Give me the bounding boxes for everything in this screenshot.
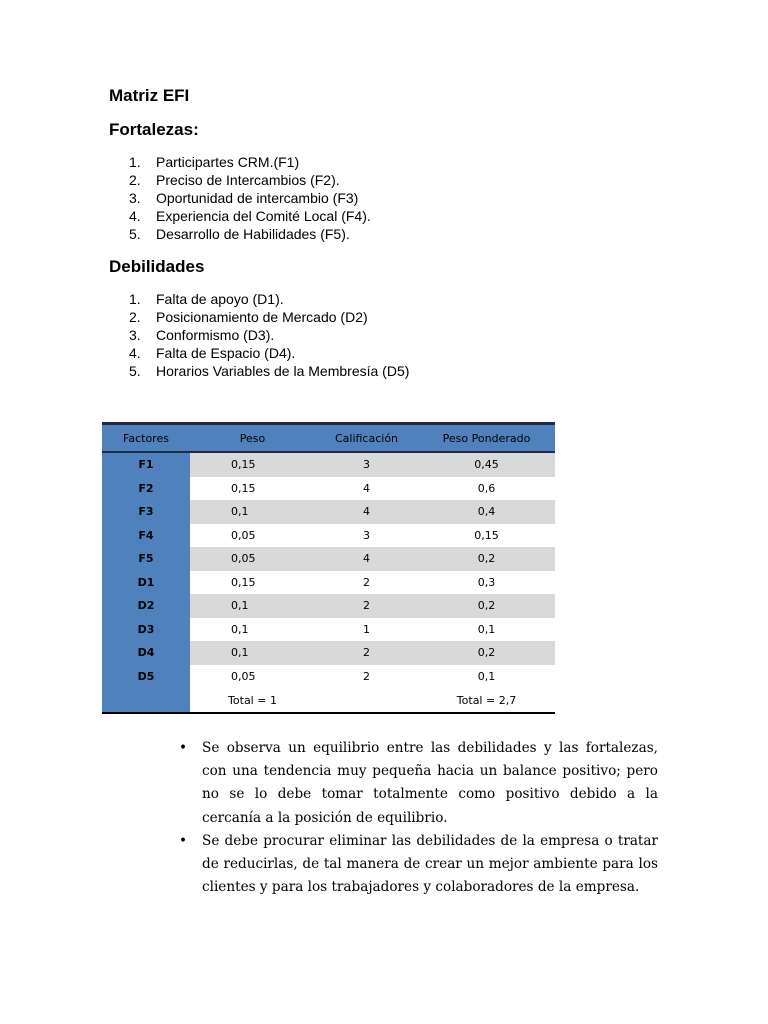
table-row: [102, 618, 555, 642]
bullet-item: • Se debe procurar eliminar las debilidades de la empresa o tratar de reducirlas, de tal manera de crear un mejor ambiente para los clientes y para los trabajadores y colaboradores de la empresa.: [176, 830, 658, 900]
header-peso: Peso: [190, 424, 315, 453]
table-row: [102, 571, 555, 595]
list-item: 3. Conformismo (D3).: [129, 327, 275, 343]
cell-factor: F1: [102, 452, 190, 477]
bullet-item: • Se observa un equilibrio entre las debilidades y las fortalezas, con una tendencia muy pequeña hacia un balance positivo; pero no se lo debe tomar totalmente como positivo debido a la cercanía a la posición de equilibrio.: [176, 737, 658, 830]
table-body: [102, 452, 555, 713]
cell-calificacion: 1: [363, 622, 370, 636]
table-row: [102, 665, 555, 689]
cell-peso: 0,05: [231, 528, 256, 542]
cell-factor: F2: [102, 477, 190, 501]
cell-peso: 0,05: [190, 547, 315, 571]
table-row: [102, 477, 555, 501]
cell-empty: [315, 688, 418, 713]
cell-peso-ponderado: 0,3: [477, 575, 496, 589]
table-row: [102, 594, 555, 618]
cell-peso-ponderado: 0,1: [477, 622, 496, 636]
cell-peso: 0,1: [231, 622, 249, 636]
list-item: 1. Falta de apoyo (D1).: [129, 291, 284, 307]
cell-calificacion: 4: [363, 481, 370, 495]
list-item: 1. Participartes CRM.(F1): [129, 154, 300, 170]
cell-peso: 0,05: [231, 669, 256, 683]
cell-peso-ponderado: 0,2: [418, 547, 555, 571]
efi-matrix-table: [102, 422, 555, 714]
cell-peso-ponderado: 0,2: [418, 594, 555, 618]
page-title: Matriz EFI: [109, 86, 190, 105]
table-row: [102, 452, 555, 477]
cell-peso-ponderado: 0,1: [477, 669, 496, 683]
cell-calificacion: 2: [315, 641, 418, 665]
cell-factor: F3: [102, 500, 190, 524]
cell-factor: D4: [102, 641, 190, 665]
cell-peso: 0,1: [190, 500, 315, 524]
list-item: 5. Desarrollo de Habilidades (F5).: [129, 226, 350, 242]
list-item: 2. Posicionamiento de Mercado (D2): [129, 309, 368, 325]
cell-calificacion: 4: [315, 500, 418, 524]
table-row: [102, 500, 555, 524]
debilidades-heading: Debilidades: [109, 257, 205, 276]
list-item: 3. Oportunidad de intercambio (F3): [129, 190, 359, 206]
cell-peso: 0,15: [231, 575, 256, 589]
cell-peso: 0,15: [190, 452, 315, 477]
cell-factor: D2: [102, 594, 190, 618]
cell-peso-ponderado: 0,45: [418, 452, 555, 477]
list-item: 4. Experiencia del Comité Local (F4).: [129, 208, 371, 224]
fortalezas-list: [129, 153, 371, 243]
cell-factor-empty: [102, 688, 190, 713]
header-calificacion: Calificación: [315, 424, 418, 453]
cell-peso: 0,1: [190, 641, 315, 665]
table-header-row: [102, 424, 555, 453]
cell-factor: D5: [102, 665, 190, 689]
table-row: [102, 641, 555, 665]
cell-calificacion: 4: [315, 547, 418, 571]
cell-calificacion: 2: [315, 594, 418, 618]
bullet-dot-icon: •: [179, 740, 188, 756]
cell-calificacion: 3: [315, 452, 418, 477]
fortalezas-heading: Fortalezas:: [109, 120, 199, 139]
list-item: 4. Falta de Espacio (D4).: [129, 345, 296, 361]
cell-factor: F4: [102, 524, 190, 548]
debilidades-list: [129, 290, 409, 380]
table-row: [102, 547, 555, 571]
cell-calificacion: 2: [363, 669, 370, 683]
list-item: 5. Horarios Variables de la Membresía (D5): [129, 363, 410, 379]
cell-total-peso: Total = 1: [228, 693, 277, 707]
conclusions-list: [176, 737, 658, 899]
cell-calificacion: 3: [363, 528, 370, 542]
list-item: 2. Preciso de Intercambios (F2).: [129, 172, 340, 188]
table-row: [102, 524, 555, 548]
cell-peso: 0,15: [231, 481, 256, 495]
cell-calificacion: 2: [363, 575, 370, 589]
cell-peso-ponderado: 0,15: [474, 528, 499, 542]
cell-peso-ponderado: 0,6: [477, 481, 496, 495]
cell-factor: D3: [102, 618, 190, 642]
cell-peso-ponderado: 0,4: [418, 500, 555, 524]
header-peso-ponderado: Peso Ponderado: [418, 424, 555, 453]
cell-factor: F5: [102, 547, 190, 571]
cell-total-ponderado: Total = 2,7: [456, 693, 517, 707]
cell-peso: 0,1: [190, 594, 315, 618]
cell-peso-ponderado: 0,2: [418, 641, 555, 665]
header-factores: Factores: [102, 424, 190, 453]
table-total-row: [102, 688, 555, 713]
bullet-dot-icon: •: [179, 832, 188, 849]
cell-factor: D1: [102, 571, 190, 595]
